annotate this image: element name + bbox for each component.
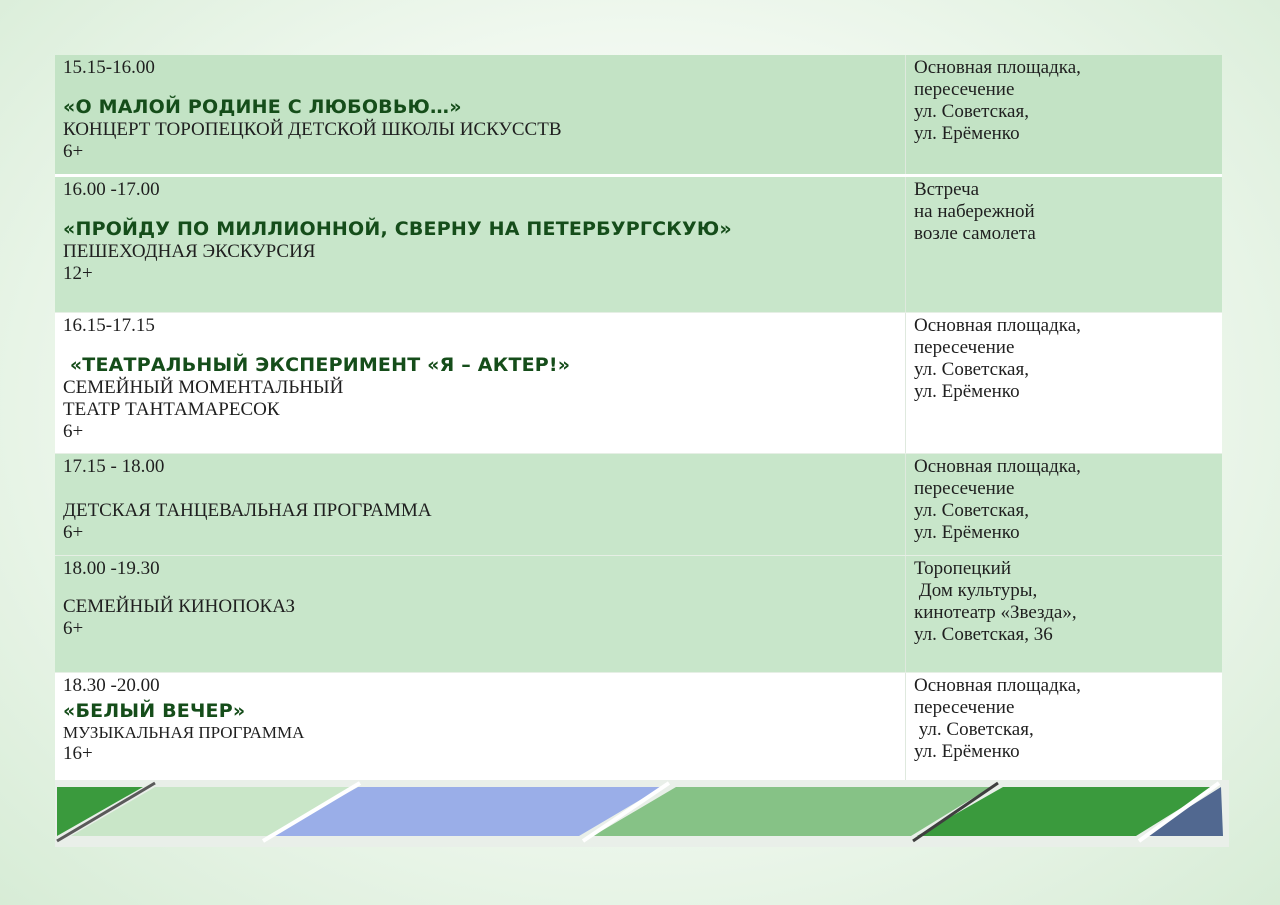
event-schedule-table: [55, 55, 1222, 780]
table-row: [55, 556, 1222, 673]
event-subtitle: ПЕШЕХОДНАЯ ЭКСКУРСИЯ: [63, 241, 316, 262]
event-subtitle: СЕМЕЙНЫЙ МОМЕНТАЛЬНЫЙ: [63, 377, 344, 398]
event-time: 16.00 -17.00: [63, 179, 160, 200]
event-subtitle: КОНЦЕРТ ТОРОПЕЦКОЙ ДЕТСКОЙ ШКОЛЫ ИСКУССТВ: [63, 119, 562, 140]
location-line: Основная площадка,: [914, 675, 1081, 696]
location-line: ул. Советская,: [914, 500, 1029, 521]
event-subtitle: ДЕТСКАЯ ТАНЦЕВАЛЬНАЯ ПРОГРАММА: [63, 500, 432, 521]
location-line: ул. Советская,: [914, 359, 1029, 380]
event-title: «ПРОЙДУ ПО МИЛЛИОННОЙ, СВЕРНУ НА ПЕТЕРБУРГСКУЮ»: [63, 218, 732, 240]
location-line: Встреча: [914, 179, 980, 200]
location-line: пересечение: [914, 478, 1015, 499]
location-line: ул. Ерёменко: [914, 381, 1020, 402]
age-rating: 12+: [63, 263, 93, 284]
age-rating: 16+: [63, 743, 93, 764]
location-line: Основная площадка,: [914, 315, 1081, 336]
table-row: [55, 177, 1222, 313]
location-line: Основная площадка,: [914, 456, 1081, 477]
location-line: Торопецкий: [914, 558, 1012, 579]
event-title: «БЕЛЫЙ ВЕЧЕР»: [63, 700, 246, 722]
location-line: на набережной: [914, 201, 1035, 222]
location-line: ул. Советская,: [914, 719, 1034, 740]
age-rating: 6+: [63, 421, 84, 442]
table-row: [55, 673, 1222, 780]
table-row: [55, 313, 1222, 454]
event-time: 18.00 -19.30: [63, 558, 160, 579]
event-info-cell: [55, 313, 905, 453]
table-row: [55, 55, 1222, 177]
location-line: пересечение: [914, 697, 1015, 718]
event-time: 15.15-16.00: [63, 57, 155, 78]
event-time: 16.15-17.15: [63, 315, 155, 336]
event-info-cell: [55, 454, 905, 555]
event-location-cell: [905, 313, 1222, 453]
event-info-cell: [55, 673, 905, 780]
event-subtitle: СЕМЕЙНЫЙ КИНОПОКАЗ: [63, 596, 295, 617]
event-time: 18.30 -20.00: [63, 675, 160, 696]
location-line: ул. Ерёменко: [914, 741, 1020, 762]
location-line: пересечение: [914, 337, 1015, 358]
event-time: 17.15 - 18.00: [63, 456, 165, 477]
location-line: пересечение: [914, 79, 1015, 100]
age-rating: 6+: [63, 522, 84, 543]
location-line: кинотеатр «Звезда»,: [914, 602, 1077, 623]
location-line: ул. Советская, 36: [914, 624, 1053, 645]
age-rating: 6+: [63, 618, 84, 639]
age-rating: 6+: [63, 141, 84, 162]
event-location-cell: [905, 556, 1222, 672]
table-row: [55, 454, 1222, 556]
event-info-cell: [55, 177, 905, 312]
location-line: ул. Ерёменко: [914, 522, 1020, 543]
event-info-cell: [55, 55, 905, 174]
location-line: ул. Ерёменко: [914, 123, 1020, 144]
event-location-cell: [905, 454, 1222, 555]
event-location-cell: [905, 55, 1222, 174]
location-line: Дом культуры,: [914, 580, 1038, 601]
event-subtitle: ТЕАТР ТАНТАМАРЕСОК: [63, 399, 280, 420]
event-title: «О МАЛОЙ РОДИНЕ С ЛЮБОВЬЮ…»: [63, 96, 462, 118]
event-location-cell: [905, 673, 1222, 780]
location-line: Основная площадка,: [914, 57, 1081, 78]
location-line: ул. Советская,: [914, 101, 1029, 122]
event-location-cell: [905, 177, 1222, 312]
location-line: возле самолета: [914, 223, 1036, 244]
event-subtitle: МУЗЫКАЛЬНАЯ ПРОГРАММА: [63, 723, 305, 742]
event-info-cell: [55, 556, 905, 672]
event-title: «ТЕАТРАЛЬНЫЙ ЭКСПЕРИМЕНТ «Я – АКТЕР!»: [63, 354, 571, 376]
decorative-footer-band: [55, 780, 1229, 847]
